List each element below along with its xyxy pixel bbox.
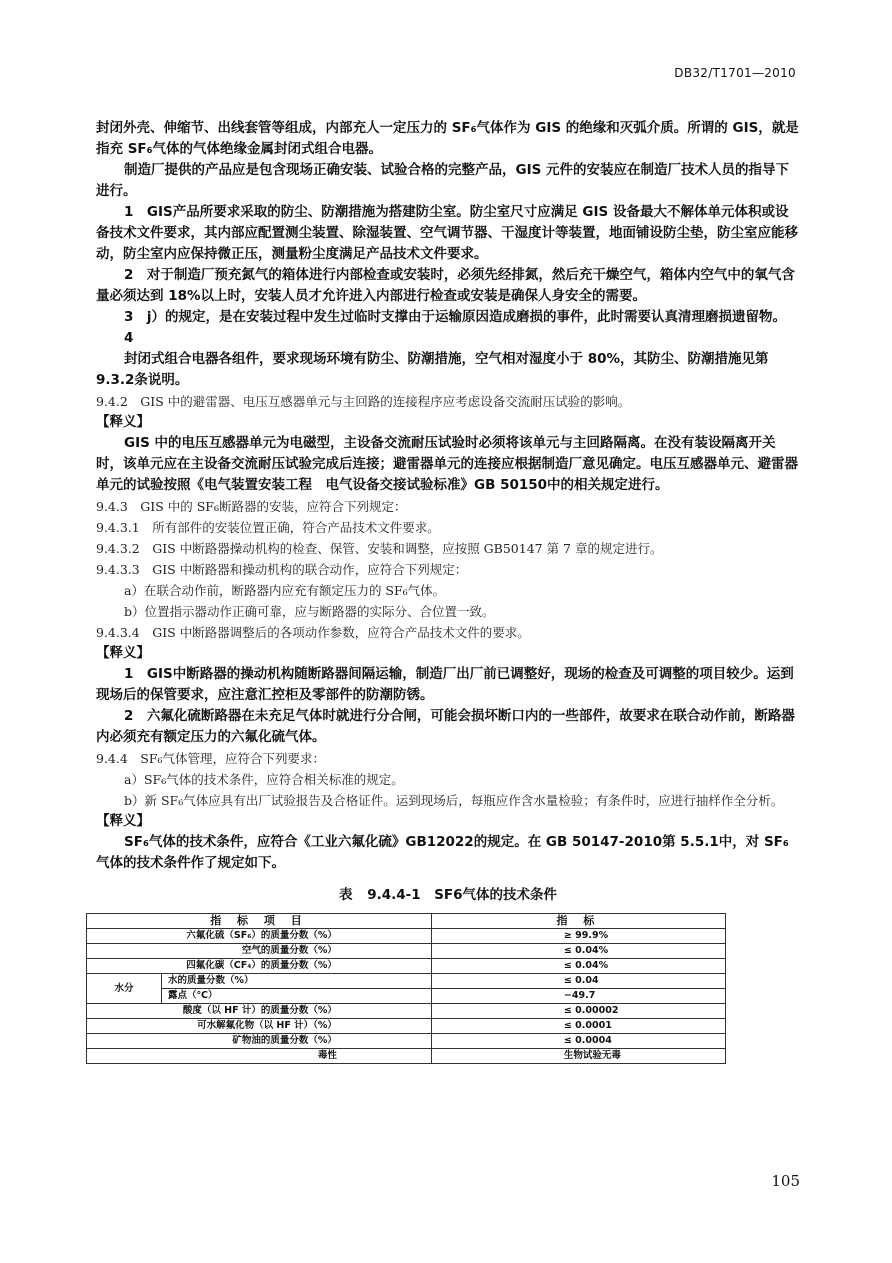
table-row <box>87 944 726 959</box>
cell-item: 酸度（以 HF 计）的质量分数（%） <box>87 1004 432 1019</box>
clause-9-4-3-4: 9.4.3.4 GIS 中断路器调整后的各项动作参数，应符合产品技术文件的要求。 <box>96 625 530 640</box>
paragraph: 1 GIS产品所要求采取的防尘、防潮措施为搭建防尘室。防尘室尺寸应满足 GIS 设备最大不解体单元体积或设备技术文件要求，其内部应配置测尘装置、除湿装置、空气调节器、干湿度计等装置，地面铺设防尘垫，防尘室应能移动，防尘室内应保持微正压，测量粉尘度满足产品技术文件要求。 <box>96 204 798 262</box>
clause-9-4-3-3: 9.4.3.3 GIS 中断路器和操动机构的联合动作，应符合下列规定： <box>96 562 468 577</box>
cell-value: ≥ 99.9% <box>431 929 725 944</box>
clause-9-4-4: 9.4.4 SF₆气体管理，应符合下列要求： <box>96 751 326 766</box>
cell-value: −49.7 <box>431 989 725 1004</box>
paragraph: 4 <box>124 330 134 346</box>
clause-item-b: b）新 SF₆气体应具有出厂试验报告及合格证件。运到现场后，每瓶应作含水量检验；有条件时，应进行抽样作全分析。 <box>124 793 784 808</box>
paragraph: 3 j）的规定，是在安装过程中发生过临时支撑由于运输原因造成磨损的事件，此时需要认真清理磨损遗留物。 <box>124 309 787 325</box>
interpretation-heading: 【释义】 <box>96 414 150 430</box>
table-row <box>87 1019 726 1034</box>
table-row <box>87 1004 726 1019</box>
clause-item-b: b）位置指示器动作正确可靠，应与断路器的实际分、合位置一致。 <box>124 604 495 619</box>
interpretation-heading: 【释义】 <box>96 813 150 829</box>
cell-value: ≤ 0.04% <box>431 959 725 974</box>
paragraph: 封闭式组合电器各组件，要求现场环境有防尘、防潮措施，空气相对湿度小于 80%，其防尘、防潮措施见第 9.3.2条说明。 <box>96 351 769 388</box>
clause-9-4-2: 9.4.2 GIS 中的避雷器、电压互感器单元与主回路的连接程序应考虑设备交流耐压试验的影响。 <box>96 394 631 409</box>
clause-item-a: a）SF₆气体的技术条件，应符合相关标准的规定。 <box>124 772 404 787</box>
clause-item-a: a）在联合动作前，断路器内应充有额定压力的 SF₆气体。 <box>124 583 446 598</box>
table-row <box>87 974 726 989</box>
cell-value: 生物试验无毒 <box>431 1049 725 1064</box>
cell-value: ≤ 0.04 <box>431 974 725 989</box>
paragraph: 1 GIS中断路器的操动机构随断路器间隔运输，制造厂出厂前已调整好，现场的检查及可调整的项目较少。运到现场后的保管要求，应注意汇控柜及零部件的防潮防锈。 <box>96 666 794 703</box>
interpretation-heading: 【释义】 <box>96 645 150 661</box>
header-item: 指 标 项 目 <box>87 914 432 929</box>
cell-item: 矿物油的质量分数（%） <box>87 1034 432 1049</box>
standard-id: DB32/T1701—2010 <box>674 66 796 80</box>
cell-item: 空气的质量分数（%） <box>87 944 432 959</box>
cell-item: 四氟化碳（CF₄）的质量分数（%） <box>87 959 432 974</box>
cell-water-label: 水分 <box>87 974 162 1004</box>
paragraph: 制造厂提供的产品应是包含现场正确安装、试验合格的完整产品，GIS 元件的安装应在制造厂技术人员的指导下进行。 <box>96 162 790 199</box>
clause-9-4-3-1: 9.4.3.1 所有部件的安装位置正确，符合产品技术文件要求。 <box>96 520 440 535</box>
cell-item: 六氟化硫（SF₆）的质量分数（%） <box>87 929 432 944</box>
table-row <box>87 959 726 974</box>
paragraph: 2 六氟化硫断路器在未充足气体时就进行分合闸，可能会损坏断口内的一些部件，故要求在联合动作前，断路器内必须充有额定压力的六氟化硫气体。 <box>96 708 795 745</box>
paragraph: 2 对于制造厂预充氮气的箱体进行内部检查或安装时，必须先经排氮，然后充干燥空气，箱体内空气中的氧气含量必须达到 18%以上时，安装人员才允许进入内部进行检查或安装是确保人身安全的需要。 <box>96 267 795 304</box>
table-row <box>87 929 726 944</box>
paragraph: 封闭外壳、伸缩节、出线套管等组成，内部充人一定压力的 SF₆气体作为 GIS 的绝缘和灭弧介质。所谓的 GIS，就是指充 SF₆气体的气体绝缘金属封闭式组合电器。 <box>96 120 799 157</box>
cell-value: ≤ 0.04% <box>431 944 725 959</box>
table-row <box>87 1034 726 1049</box>
clause-9-4-3-2: 9.4.3.2 GIS 中断路器操动机构的检查、保管、安装和调整，应按照 GB50147 第 7 章的规定进行。 <box>96 541 663 556</box>
table-title: 表 9.4.4-1 SF6气体的技术条件 <box>339 887 557 903</box>
cell-item: 水的质量分数（%） <box>162 974 432 989</box>
table-row <box>87 989 726 1004</box>
cell-value: ≤ 0.0004 <box>431 1034 725 1049</box>
cell-value: ≤ 0.00002 <box>431 1004 725 1019</box>
page-number: 105 <box>771 1172 800 1190</box>
cell-value: ≤ 0.0001 <box>431 1019 725 1034</box>
cell-item: 毒性 <box>87 1049 432 1064</box>
clause-9-4-3: 9.4.3 GIS 中的 SF₆断路器的安装，应符合下列规定： <box>96 499 407 514</box>
cell-item: 露点（℃） <box>162 989 432 1004</box>
paragraph: SF₆气体的技术条件，应符合《工业六氟化硫》GB12022的规定。在 GB 50147-2010第 5.5.1中，对 SF₆气体的技术条件作了规定如下。 <box>96 834 789 871</box>
paragraph: GIS 中的电压互感器单元为电磁型，主设备交流耐压试验时必须将该单元与主回路隔离。在没有装设隔离开关时，该单元应在主设备交流耐压试验完成后连接；避雷器单元的连接应根据制造厂意见确定。电压互感器单元、避雷器单元的试验按照《电气装置安装工程 电气设备交接试验标准》GB 50150中的相关规定进行。 <box>96 435 798 493</box>
table-header-row <box>87 914 726 929</box>
page-body <box>96 118 800 1064</box>
sf6-spec-table <box>86 913 726 1064</box>
table-row <box>87 1049 726 1064</box>
header-value: 指 标 <box>431 914 725 929</box>
cell-item: 可水解氟化物（以 HF 计）（%） <box>87 1019 432 1034</box>
